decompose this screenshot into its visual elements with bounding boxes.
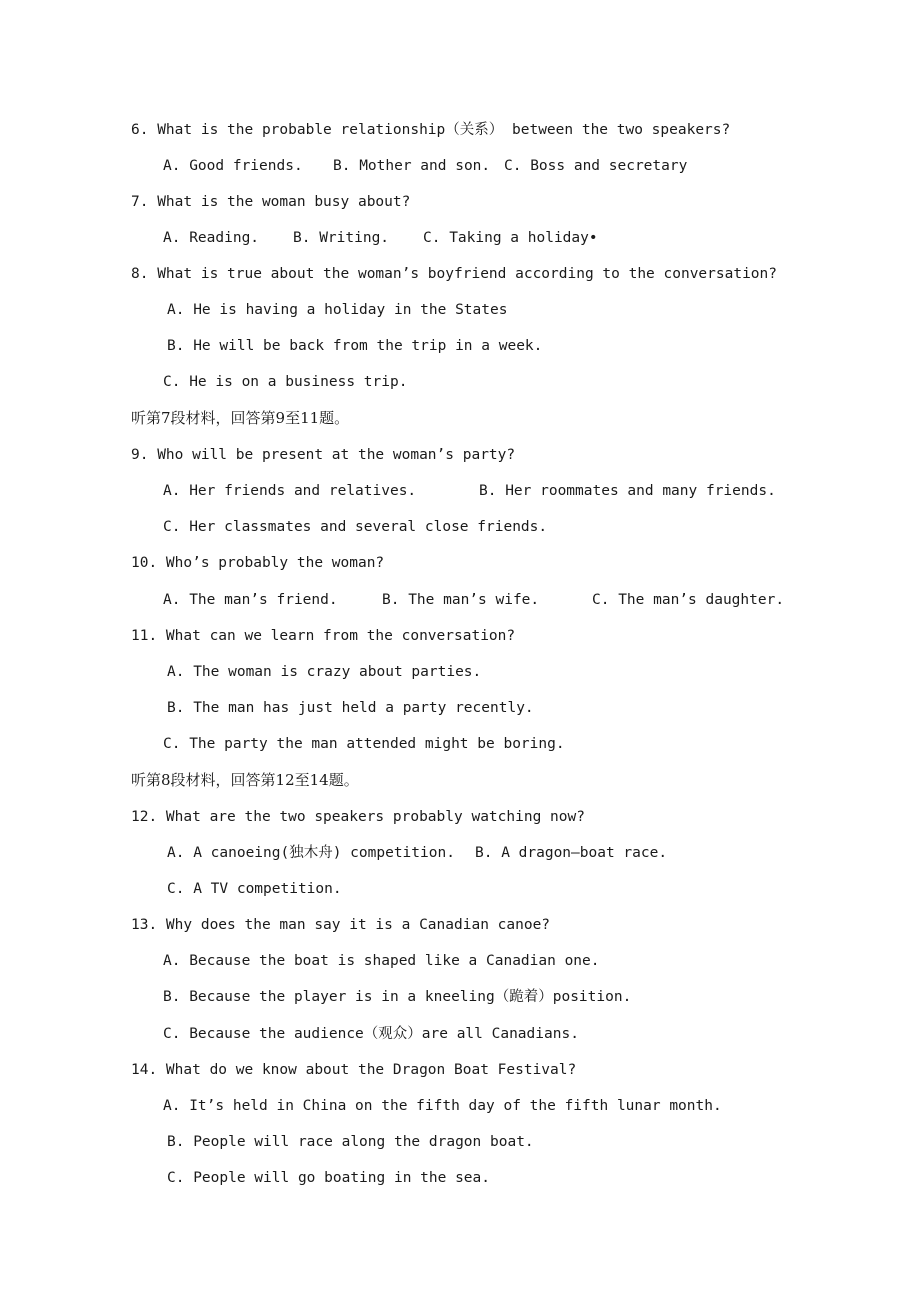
question-14-option-c: C. People will go boating in the sea. — [167, 1170, 491, 1186]
option-a: A. Reading. — [163, 230, 260, 246]
question-8-option-b: B. He will be back from the trip in a week. — [167, 338, 543, 354]
question-8-option-c: C. He is on a business trip. — [163, 374, 408, 390]
option-c: C. The man’s daughter. — [592, 592, 785, 608]
question-11-option-c: C. The party the man attended might be boring. — [163, 736, 565, 752]
option-b: B. The man’s wife. — [382, 592, 540, 608]
question-8-option-a: A. He is having a holiday in the States — [167, 302, 508, 318]
question-14-option-a: A. It’s held in China on the fifth day of the fifth lunar month. — [163, 1098, 722, 1114]
question-13-option-c: C. Because the audience（观众）are all Canadians. — [163, 1026, 579, 1042]
option-b: B. Mother and son. — [333, 158, 491, 174]
option-a: A. Her friends and relatives. — [163, 483, 417, 499]
option-b: B. Writing. — [293, 230, 390, 246]
option-a: A. Good friends. — [163, 158, 303, 174]
option-c: C. Taking a holiday• — [423, 230, 598, 246]
question-11: 11. What can we learn from the conversation? — [131, 628, 516, 644]
question-14: 14. What do we know about the Dragon Boat Festival? — [131, 1062, 577, 1078]
question-6: 6. What is the probable relationship（关系） between the two speakers? — [131, 122, 731, 138]
question-11-option-b: B. The man has just held a party recently. — [167, 700, 534, 716]
option-c: C. Boss and secretary — [504, 158, 688, 174]
option-a: A. The man’s friend. — [163, 592, 338, 608]
section-heading-8: 听第8段材料，回答第12至14题。 — [131, 771, 359, 789]
question-7: 7. What is the woman busy about? — [131, 194, 411, 210]
question-8: 8. What is true about the woman’s boyfriend according to the conversation? — [131, 266, 778, 282]
section-heading-7: 听第7段材料，回答第9至11题。 — [131, 409, 350, 427]
question-14-option-b: B. People will race along the dragon boat. — [167, 1134, 534, 1150]
question-9: 9. Who will be present at the woman’s party? — [131, 447, 516, 463]
option-a: A. A canoeing(独木舟) competition. — [167, 845, 455, 861]
question-10: 10. Who’s probably the woman? — [131, 555, 385, 571]
question-13: 13. Why does the man say it is a Canadian canoe? — [131, 917, 551, 933]
option-b: B. A dragon—boat race. — [475, 845, 668, 861]
question-13-option-b: B. Because the player is in a kneeling（跪着）position. — [163, 989, 632, 1005]
question-12-option-c: C. A TV competition. — [167, 881, 342, 897]
option-b: B. Her roommates and many friends. — [479, 483, 776, 499]
question-9-option-c: C. Her classmates and several close friends. — [163, 519, 548, 535]
question-12: 12. What are the two speakers probably watching now? — [131, 809, 585, 825]
question-11-option-a: A. The woman is crazy about parties. — [167, 664, 482, 680]
question-13-option-a: A. Because the boat is shaped like a Canadian one. — [163, 953, 600, 969]
